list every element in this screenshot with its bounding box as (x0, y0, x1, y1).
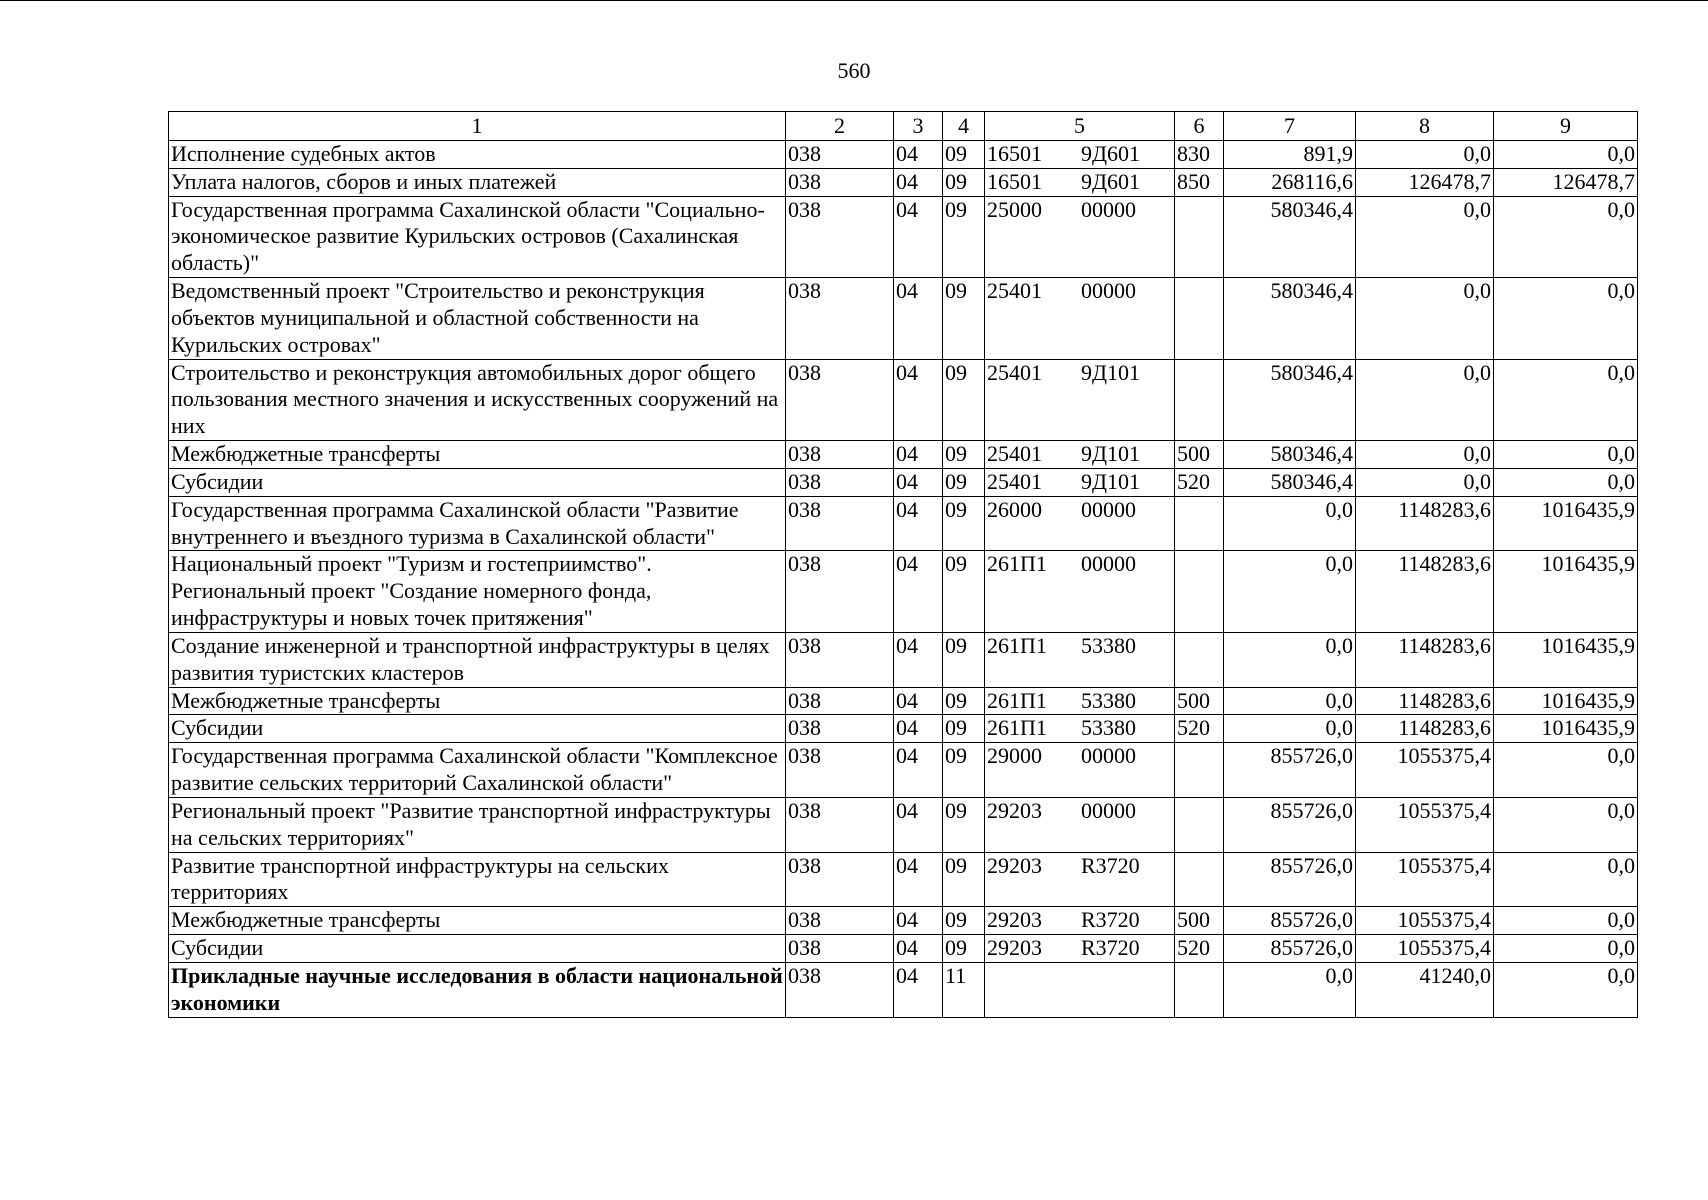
col9-cell: 0,0 (1494, 278, 1638, 359)
target-article-code: 261П1 (987, 715, 1047, 741)
expense-direction-code: R3720 (1081, 852, 1140, 878)
col4-cell: 09 (943, 441, 985, 469)
col9-cell: 0,0 (1494, 852, 1638, 907)
table-row (169, 496, 1638, 551)
col8-cell: 1055375,4 (1356, 743, 1494, 798)
col9-cell: 0,0 (1494, 441, 1638, 469)
col7-cell: 580346,4 (1224, 278, 1356, 359)
col8-cell: 1148283,6 (1356, 496, 1494, 551)
col5-cell (985, 935, 1175, 963)
col9-cell: 0,0 (1494, 743, 1638, 798)
col5-cell (985, 496, 1175, 551)
table-row (169, 852, 1638, 907)
row-name-cell: Субсидии (169, 468, 786, 496)
target-article-code: 261П1 (987, 551, 1047, 577)
target-article-code: 29203 (987, 852, 1042, 878)
target-article-code: 25401 (987, 441, 1042, 467)
col7-cell: 0,0 (1224, 715, 1356, 743)
expense-direction-code: 9Д101 (1081, 441, 1141, 467)
header-col-6: 6 (1175, 112, 1224, 141)
header-row (169, 112, 1638, 141)
expense-direction-code: 53380 (1081, 632, 1136, 658)
col3-cell: 04 (894, 168, 943, 196)
target-article-code: 25000 (987, 196, 1042, 222)
col3-cell: 04 (894, 715, 943, 743)
header-col-3: 3 (894, 112, 943, 141)
col7-cell: 580346,4 (1224, 468, 1356, 496)
col6-cell: 520 (1175, 468, 1224, 496)
col8-cell: 1055375,4 (1356, 797, 1494, 852)
col4-cell: 09 (943, 907, 985, 935)
row-name-cell: Государственная программа Сахалинской области "Комплексное развитие сельских территорий Сахалинской области" (169, 743, 786, 798)
header-col-1: 1 (169, 112, 786, 141)
header-col-5: 5 (985, 112, 1175, 141)
header-col-9: 9 (1494, 112, 1638, 141)
col8-cell: 1148283,6 (1356, 715, 1494, 743)
col7-cell: 0,0 (1224, 632, 1356, 687)
table-row (169, 468, 1638, 496)
col7-cell: 580346,4 (1224, 359, 1356, 440)
col4-cell: 09 (943, 715, 985, 743)
col2-cell: 038 (786, 715, 894, 743)
target-article-code: 29203 (987, 935, 1042, 961)
col8-cell: 1148283,6 (1356, 687, 1494, 715)
col5-cell (985, 797, 1175, 852)
col3-cell: 04 (894, 743, 943, 798)
row-name-cell: Национальный проект "Туризм и гостеприимство". Региональный проект "Создание номерного фонда, инфраструктуры и новых точек притяжения" (169, 551, 786, 632)
target-article-code: 16501 (987, 168, 1042, 194)
col7-cell: 0,0 (1224, 496, 1356, 551)
col7-cell: 855726,0 (1224, 743, 1356, 798)
table-row (169, 687, 1638, 715)
col2-cell: 038 (786, 852, 894, 907)
col4-cell: 09 (943, 687, 985, 715)
col7-cell: 0,0 (1224, 687, 1356, 715)
col7-cell: 268116,6 (1224, 168, 1356, 196)
col2-cell: 038 (786, 962, 894, 1017)
col2-cell: 038 (786, 496, 894, 551)
col4-cell: 09 (943, 551, 985, 632)
target-article-code: 16501 (987, 141, 1042, 166)
expense-direction-code: 00000 (1081, 496, 1136, 522)
col3-cell: 04 (894, 551, 943, 632)
col6-cell (1175, 743, 1224, 798)
col5-cell (985, 441, 1175, 469)
row-name-cell: Региональный проект "Развитие транспортной инфраструктуры на сельских территориях" (169, 797, 786, 852)
col6-cell: 500 (1175, 687, 1224, 715)
col2-cell: 038 (786, 687, 894, 715)
col8-cell: 1055375,4 (1356, 852, 1494, 907)
col6-cell (1175, 551, 1224, 632)
col2-cell: 038 (786, 141, 894, 169)
col6-cell: 850 (1175, 168, 1224, 196)
target-article-code: 26000 (987, 496, 1042, 522)
col8-cell: 1148283,6 (1356, 632, 1494, 687)
col8-cell: 0,0 (1356, 441, 1494, 469)
expense-direction-code: 00000 (1081, 797, 1136, 823)
col9-cell: 0,0 (1494, 196, 1638, 277)
top-scan-edge (0, 0, 1708, 1)
row-name-cell: Государственная программа Сахалинской области "Развитие внутреннего и въездного туризма в Сахалинской области" (169, 496, 786, 551)
col6-cell (1175, 278, 1224, 359)
col8-cell: 1055375,4 (1356, 935, 1494, 963)
col5-cell (985, 632, 1175, 687)
col4-cell: 09 (943, 743, 985, 798)
col6-cell (1175, 852, 1224, 907)
col8-cell: 126478,7 (1356, 168, 1494, 196)
table-row (169, 797, 1638, 852)
col8-cell: 0,0 (1356, 141, 1494, 169)
table-row (169, 141, 1638, 169)
col3-cell: 04 (894, 687, 943, 715)
col9-cell: 1016435,9 (1494, 715, 1638, 743)
expense-direction-code: 53380 (1081, 687, 1136, 713)
col7-cell: 855726,0 (1224, 852, 1356, 907)
col7-cell: 855726,0 (1224, 935, 1356, 963)
col2-cell: 038 (786, 168, 894, 196)
table-row (169, 359, 1638, 440)
col9-cell: 0,0 (1494, 141, 1638, 169)
col9-cell: 0,0 (1494, 468, 1638, 496)
col6-cell: 830 (1175, 141, 1224, 169)
col5-cell (985, 196, 1175, 277)
col8-cell: 0,0 (1356, 359, 1494, 440)
col3-cell: 04 (894, 935, 943, 963)
col3-cell: 04 (894, 468, 943, 496)
col6-cell (1175, 496, 1224, 551)
table-row (169, 907, 1638, 935)
header-col-4: 4 (943, 112, 985, 141)
col5-cell (985, 278, 1175, 359)
table-row (169, 278, 1638, 359)
col9-cell: 1016435,9 (1494, 632, 1638, 687)
row-name-cell: Прикладные научные исследования в области национальной экономики (169, 962, 786, 1017)
col4-cell: 09 (943, 797, 985, 852)
col9-cell: 126478,7 (1494, 168, 1638, 196)
page-number: 560 (837, 58, 871, 83)
table-row (169, 935, 1638, 963)
col8-cell: 1055375,4 (1356, 907, 1494, 935)
expense-direction-code: 9Д601 (1081, 141, 1141, 166)
col9-cell: 1016435,9 (1494, 496, 1638, 551)
col9-cell: 0,0 (1494, 359, 1638, 440)
col6-cell (1175, 797, 1224, 852)
row-name-cell: Межбюджетные трансферты (169, 687, 786, 715)
col9-cell: 1016435,9 (1494, 551, 1638, 632)
col5-cell (985, 168, 1175, 196)
table-row (169, 168, 1638, 196)
col8-cell: 41240,0 (1356, 962, 1494, 1017)
col6-cell: 500 (1175, 907, 1224, 935)
col7-cell: 0,0 (1224, 551, 1356, 632)
expense-direction-code: 00000 (1081, 196, 1136, 222)
col2-cell: 038 (786, 632, 894, 687)
header-col-8: 8 (1356, 112, 1494, 141)
target-article-code: 261П1 (987, 632, 1047, 658)
col2-cell: 038 (786, 797, 894, 852)
expense-direction-code: 9Д101 (1081, 468, 1141, 494)
col8-cell: 1148283,6 (1356, 551, 1494, 632)
col2-cell: 038 (786, 468, 894, 496)
col7-cell: 855726,0 (1224, 907, 1356, 935)
col3-cell: 04 (894, 196, 943, 277)
header-col-7: 7 (1224, 112, 1356, 141)
table-row (169, 196, 1638, 277)
row-name-cell: Строительство и реконструкция автомобильных дорог общего пользования местного значения и искусственных сооружений на них (169, 359, 786, 440)
col6-cell (1175, 196, 1224, 277)
target-article-code: 29000 (987, 743, 1042, 769)
expense-direction-code: R3720 (1081, 907, 1140, 933)
col9-cell: 0,0 (1494, 907, 1638, 935)
col5-cell (985, 359, 1175, 440)
col5-cell (985, 551, 1175, 632)
table-row (169, 743, 1638, 798)
col5-cell (985, 852, 1175, 907)
col8-cell: 0,0 (1356, 196, 1494, 277)
table-row (169, 551, 1638, 632)
col4-cell: 09 (943, 496, 985, 551)
col2-cell: 038 (786, 441, 894, 469)
target-article-code: 29203 (987, 797, 1042, 823)
col5-cell (985, 687, 1175, 715)
table-row (169, 441, 1638, 469)
col3-cell: 04 (894, 797, 943, 852)
expense-direction-code: 00000 (1081, 743, 1136, 769)
col5-cell (985, 715, 1175, 743)
col6-cell (1175, 359, 1224, 440)
col3-cell: 04 (894, 962, 943, 1017)
col3-cell: 04 (894, 496, 943, 551)
col9-cell: 0,0 (1494, 797, 1638, 852)
header-col-2: 2 (786, 112, 894, 141)
row-name-cell: Создание инженерной и транспортной инфраструктуры в целях развития туристских кластеров (169, 632, 786, 687)
budget-table (168, 111, 1638, 1018)
col2-cell: 038 (786, 551, 894, 632)
col5-cell (985, 468, 1175, 496)
col6-cell (1175, 962, 1224, 1017)
col4-cell: 09 (943, 278, 985, 359)
table-row (169, 632, 1638, 687)
col4-cell: 09 (943, 468, 985, 496)
col9-cell: 0,0 (1494, 935, 1638, 963)
col8-cell: 0,0 (1356, 468, 1494, 496)
expense-direction-code: 00000 (1081, 551, 1136, 577)
col4-cell: 11 (943, 962, 985, 1017)
table-row (169, 962, 1638, 1017)
expense-direction-code: 9Д601 (1081, 168, 1141, 194)
col9-cell: 1016435,9 (1494, 687, 1638, 715)
col5-cell (985, 907, 1175, 935)
col3-cell: 04 (894, 852, 943, 907)
row-name-cell: Уплата налогов, сборов и иных платежей (169, 168, 786, 196)
row-name-cell: Ведомственный проект "Строительство и реконструкция объектов муниципальной и областной собственности на Курильских островах" (169, 278, 786, 359)
col4-cell: 09 (943, 852, 985, 907)
col4-cell: 09 (943, 196, 985, 277)
row-name-cell: Развитие транспортной инфраструктуры на сельских территориях (169, 852, 786, 907)
col6-cell (1175, 632, 1224, 687)
expense-direction-code: R3720 (1081, 935, 1140, 961)
col2-cell: 038 (786, 278, 894, 359)
target-article-code: 261П1 (987, 687, 1047, 713)
col5-cell (985, 743, 1175, 798)
col2-cell: 038 (786, 907, 894, 935)
col4-cell: 09 (943, 141, 985, 169)
col2-cell: 038 (786, 743, 894, 798)
col9-cell: 0,0 (1494, 962, 1638, 1017)
col7-cell: 580346,4 (1224, 196, 1356, 277)
target-article-code: 25401 (987, 278, 1042, 304)
row-name-cell: Межбюджетные трансферты (169, 907, 786, 935)
target-article-code: 25401 (987, 468, 1042, 494)
col3-cell: 04 (894, 632, 943, 687)
expense-direction-code: 53380 (1081, 715, 1136, 741)
table-row (169, 715, 1638, 743)
col4-cell: 09 (943, 632, 985, 687)
col7-cell: 855726,0 (1224, 797, 1356, 852)
col4-cell: 09 (943, 168, 985, 196)
col3-cell: 04 (894, 141, 943, 169)
col2-cell: 038 (786, 935, 894, 963)
expense-direction-code: 9Д101 (1081, 359, 1141, 385)
col5-cell (985, 141, 1175, 169)
col3-cell: 04 (894, 278, 943, 359)
col3-cell: 04 (894, 441, 943, 469)
col2-cell: 038 (786, 359, 894, 440)
target-article-code: 29203 (987, 907, 1042, 933)
row-name-cell: Субсидии (169, 715, 786, 743)
col7-cell: 0,0 (1224, 962, 1356, 1017)
col4-cell: 09 (943, 935, 985, 963)
row-name-cell: Государственная программа Сахалинской области "Социально-экономическое развитие Курильских островов (Сахалинская область)" (169, 196, 786, 277)
col6-cell: 500 (1175, 441, 1224, 469)
col3-cell: 04 (894, 907, 943, 935)
row-name-cell: Исполнение судебных актов (169, 141, 786, 169)
row-name-cell: Субсидии (169, 935, 786, 963)
col6-cell: 520 (1175, 715, 1224, 743)
target-article-code: 25401 (987, 359, 1042, 385)
col7-cell: 580346,4 (1224, 441, 1356, 469)
col8-cell: 0,0 (1356, 278, 1494, 359)
row-name-cell: Межбюджетные трансферты (169, 441, 786, 469)
expense-direction-code: 00000 (1081, 278, 1136, 304)
col7-cell: 891,9 (1224, 141, 1356, 169)
col5-cell (985, 962, 1175, 1017)
table-body (169, 141, 1638, 1018)
col2-cell: 038 (786, 196, 894, 277)
col4-cell: 09 (943, 359, 985, 440)
col6-cell: 520 (1175, 935, 1224, 963)
col3-cell: 04 (894, 359, 943, 440)
